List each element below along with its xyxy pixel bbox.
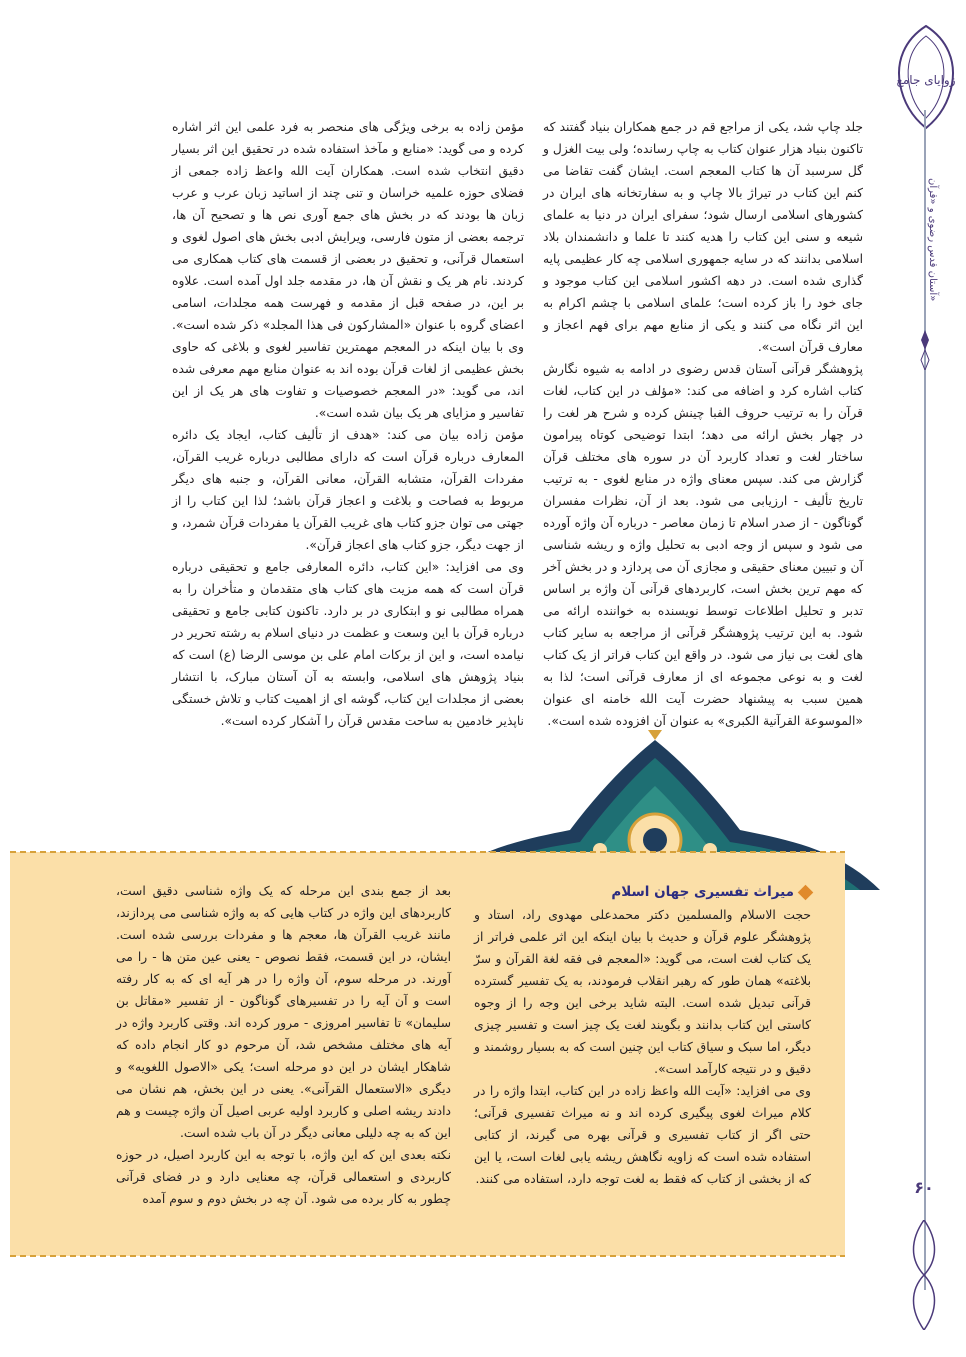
paragraph: پژوهشگر قرآنی آستان قدس رضوی در ادامه به شیوه نگارش کتاب اشاره کرد و اضافه می کند: «مؤلف در این کتاب، لغات قرآن را به ترتیب حروف الفبا چینش کرده و شرح هر لغت را در چهار بخش ارائه می دهد؛ ابتدا توضیحی کوتاه پیرامون ساختار لغت و تعداد کاربرد آن در سوره های مختلف قرآن گزارش می کند. سپس معنای واژه در منابع لغوی - به ترتیب تاریخ تألیف - ارزیابی می شود. بعد از آن، نظرات مفسران گوناگون - از صدر اسلام تا زمان معاصر - درباره آن واژه آورده می شود و سپس از وجه ادبی به تحلیل واژه و ریشه شناسی آن و تبیین معنای حقیقی و مجازی آن می پردازد و در بخش آخر که مهم ترین بخش است، کاربردهای قرآنی آن واژه بر اساس تدبر و تحلیل اطلاعات توسط نویسنده به خواننده ارائه می شود. به این ترتیب پژوهشگر قرآنی از مراجعه به سایر کتاب های لغت بی نیاز می شود. در واقع این کتاب فراتر از یک کتاب لغت و به نوعی مجموعه ای از معارف قرآنی است؛ لذا به همین سبب به پیشنهاد حضرت آیت الله خامنه ای عنوان «الموسوعة القرآنیة الکبری» به عنوان آن افزوده شده است». (543, 362, 863, 728)
paragraph: حجت الاسلام والمسلمین دکتر محمدعلی مهدوی راد، استاد و پژوهشگر علوم قرآن و حدیث با بیان اینکه این اثر علمی فراتر از یک کتاب لغت است، می گوید: «المعجم فی فقه لغة القرآن و سرّ بلاغته» همان طور که رهبر انقلاب فرمودند، به یک تفسیر گسترده قرآنی تبدیل شده است. البته شاید برخی این وجه را از وجوه کاستی این کتاب بدانند و بگویند لغت یک چیز است و تفسیر چیزی دیگر، اما سبک و سیاق کتاب این چنین است که به بسیار روشمند و دقیق و در نتیجه کارآمد است». (474, 908, 811, 1076)
top-right-column (543, 116, 863, 732)
side-ornament-icon (914, 330, 936, 370)
paragraph: نکته بعدی این که این واژه، با توجه به این کاربرد اصیل، در حوزه کاربردی و استعمالی قرآن، چه معنایی دارد و در فضای قرآنی چطور به کار برده می شود. آن چه در بخش دوم و سوم آمده (116, 1148, 451, 1206)
journal-caption: آستان قدس رضوی و «قرآن» (927, 178, 938, 302)
box-left-column (116, 880, 451, 1210)
heading-bullet-icon (798, 884, 814, 900)
paragraph: مؤمن زاده به برخی ویژگی های منحصر به فرد علمی این اثر اشاره کرده و می گوید: «منابع و مآخذ استفاده شده در تحقیق این اثر بسیار دقیق انتخاب شده است. همکاران آیت الله واعظ زاده جمعی از فضلای حوزه علمیه خراسان و تنی چند از اساتید زبان عرب و عرب زبان ها بودند که در بخش های جمع آوری نص ها و تصحیح آن ها، ترجمه بعضی از متون فارسی، ویرایش ادبی بخش های اصول لغوی و استعمال قرآنی، و تحقیق در بعضی از قسمت های کتاب همکاری می کردند. نام هر یک و نقش آن ها، در مقدمه جلد اول آمده است. علاوه بر این، در صفحه قبل از مقدمه و فهرست همه مجلدات، اسامی اعضای گروه با عنوان «المشارکون فی هذا المجلد» ذکر شده است». وی با بیان اینکه در المعجم مهمترین تفاسیر لغوی و بلاغی که حاوی بخش عظیمی از لغات قرآن بوده اند به عنوان منابع مهم معرفی شده اند، می گوید: «در المعجم خصوصیات و تفاوت های هر یک از این تفاسیر و مزایای هر یک بیان شده است». (172, 120, 524, 420)
section-title: میراث تفسیری جهان اسلام (611, 884, 794, 900)
paragraph: وی می افزاید: «این کتاب، دائره المعارفی جامع و تحقیقی درباره قرآن است که همه مزیت های کتاب های متقدمان و متأخران را به همراه مطالبی نو و ابتکاری در بر دارد. تاکنون کتابی جامع و تحقیقی درباره قرآن با این وسعت و عظمت در دنیای اسلام به رشته تحریر در نیامده است، و این از برکات امام علی بن موسی الرضا (ع) است که بنیاد پژوهش های اسلامی، وابسته به آن آستان مبارک، با انتشار بعضی از مجلدات این کتاب، گوشه ای از اهمیت کتاب و تلاش خستگی ناپذیر خادمین به ساحت مقدس قرآن را آشکار کرده است». (172, 560, 524, 728)
box-border-bottom (10, 1248, 845, 1266)
paragraph: مؤمن زاده بیان می کند: «هدف از تألیف کتاب، ایجاد یک دائره المعارف درباره قرآن است که دارای مطالبی درباره غریب القرآن، مفردات القرآن، متشابه القرآن، معانی القرآن، و جنبه های دیگر مربوط به فصاحت و بلاغت و اعجاز قرآن باشد؛ لذا این کتاب را از جهتی می توان جزو کتاب های غریب القرآن یا مفردات قرآن شمرد، و از جهت دیگر، جزو کتاب های اعجاز قرآن». (172, 428, 524, 552)
section-heading (474, 880, 811, 904)
top-left-column (172, 116, 524, 732)
box-right-column (474, 880, 811, 1190)
svg-text:زوایای جامع: زوایای جامع (896, 73, 956, 87)
side-flourish-icon (904, 1220, 944, 1330)
paragraph: وی می افزاید: «آیت الله واعظ زاده در این کتاب، ابتدا واژه را در کلام میراث لغوی پیگیری کرده اند و نه میراث تفسیری قرآنی؛ حتی اگر از کتاب تفسیری و قرآنی بهره می گیرند، از کتابی استفاده شده است که زاویه نگاهش ریشه یابی لغات است، یا این که از بخشی از کتاب که فقط به لغت توجه دارد، استفاده می کنند. (474, 1084, 811, 1186)
journal-logo (890, 22, 962, 132)
paragraph: بعد از جمع بندی این مرحله که یک واژه شناسی دقیق است، کاربردهای این واژه در کتاب هایی که به واژه شناسی می پردازند، مانند غریب القرآن ها، معجم ها و مفردات بررسی شده است. ایشان، در این قسمت، فقط نصوص - یعنی عین متن ها - را می آورند. در مرحله سوم، آن واژه را در هر آیه ای که به کار رفته است و آن آیه را در تفسیرهای گوناگون - از تفسیر «مقاتل بن سلیمان» تا تفاسیر امروزی - مرور کرده اند. وقتی کاربرد واژه در آیه های مختلف مشخص شد، آن مرحوم دو کار انجام داده که شاهکار ایشان در این دو مرحله است؛ یکی «الاصول اللغویه» و دیگری «الاستعمال القرآنی». یعنی در این بخش، هم نشان می دادند ریشه اصلی و کاربرد اولیه عربی اصیل آن واژه چیست و هم این که به چه دلیلی معانی دیگر در آن باب شده است. (116, 884, 451, 1140)
side-decoration (888, 0, 966, 1357)
page-number: ۶۰ (914, 1178, 934, 1197)
paragraph: جلد چاپ شد، یکی از مراجع قم در جمع همکاران بنیاد گفتند که تاکنون بنیاد هزار عنوان کتاب به چاپ رسانده؛ ولی بیت الغزل و گل سرسبد آن ها کتاب المعجم است. ایشان گفت تقاضا می کنم این کتاب در تیراژ بالا چاپ و به سفارتخانه های ایران در کشورهای اسلامی ارسال شود؛ سفرای ایران در دنیا به علمای شیعه و سنی این کتاب را هدیه کنند تا علما و دانشمندان بلاد اسلامی بدانند که در سایه جمهوری اسلامی چه کار عظیمی پایه گذاری شده است. در دهه اکشور اسلامی این کتاب موجود و جای خود را باز کرده است؛ علمای اسلامی با چشم اکرام به این اثر نگاه می کنند و یکی از منابع مهم برای فهم اعجاز و معارف قرآن است». (543, 120, 863, 354)
box-border-top (10, 842, 845, 862)
